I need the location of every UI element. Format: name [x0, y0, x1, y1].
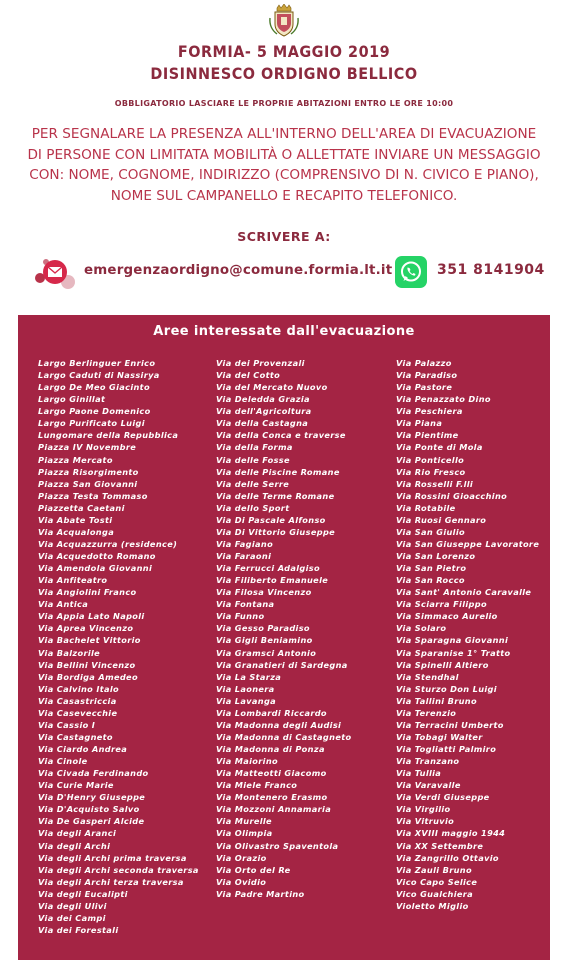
- street-list-item: Piazza Testa Tommaso: [38, 490, 148, 501]
- street-list-item: Piazza Mercato: [38, 454, 113, 465]
- street-list-item: Via Paradiso: [396, 370, 458, 381]
- street-list-item: Largo De Meo Giacinto: [38, 382, 150, 393]
- street-list-item: Via degli Archi: [38, 840, 111, 851]
- street-list-item: Via Appia Lato Napoli: [38, 611, 145, 622]
- street-list-item: Via Palazzo: [396, 358, 452, 368]
- street-list-item: Via Abate Tosti: [38, 514, 113, 525]
- street-list-item: Via Zauli Bruno: [396, 864, 472, 875]
- street-list-item: Via Laonera: [216, 683, 275, 694]
- street-list-item: Via degli Ulivi: [38, 900, 107, 911]
- street-list-item: Via Gesso Paradiso: [216, 623, 310, 634]
- street-list-item: Via XX Settembre: [396, 840, 484, 851]
- street-list-item: Vico Gualchiera: [396, 888, 474, 899]
- street-list-item: Via Rio Fresco: [396, 466, 466, 477]
- street-list-item: Via Ciardo Andrea: [38, 744, 128, 754]
- street-list-item: Via De Gasperi Alcide: [38, 816, 145, 827]
- street-list-item: Via delle Serre: [216, 478, 290, 489]
- street-list-item: Via Civada Ferdinando: [38, 768, 149, 779]
- street-list-item: Lungomare della Repubblica: [38, 430, 179, 441]
- street-list-item: Via della Castagna: [216, 418, 309, 429]
- street-list-item: Via Tullia: [396, 768, 442, 779]
- evacuation-notice: OBBLIGATORIO LASCIARE LE PROPRIE ABITAZIONI ENTRO LE ORE 10:00: [114, 99, 454, 108]
- street-list-item: Via Maiorino: [216, 756, 278, 767]
- street-list-item: Via La Starza: [216, 671, 282, 682]
- street-list-item: Via della Forma: [216, 442, 293, 453]
- street-list-item: Via Madonna di Ponza: [216, 744, 325, 754]
- street-list-item: Via dei Forestali: [38, 924, 119, 935]
- street-list-item: Via Di Pascale Alfonso: [216, 514, 326, 525]
- message-line: PER SEGNALARE LA PRESENZA ALL'INTERNO DELL'AREA DI EVACUAZIONE: [31, 126, 537, 142]
- street-list-item: Via Padre Martino: [216, 888, 305, 899]
- city-crest-logo: [268, 4, 300, 38]
- street-list-item: Via Cinole: [38, 756, 88, 767]
- street-list-item: Via delle Piscine Romane: [216, 466, 340, 477]
- street-list-item: Via Madonna di Castagneto: [216, 731, 352, 742]
- street-list-item: Via Terracini Umberto: [396, 719, 504, 730]
- street-list-item: Via Acquedotto Romano: [38, 551, 156, 561]
- street-list-item: Via Filiberto Emanuele: [216, 575, 329, 586]
- street-list-item: Via Lombardi Riccardo: [216, 707, 327, 718]
- street-list-item: Via Sant' Antonio Caravalle: [396, 587, 532, 598]
- street-list-item: Via degli Eucalipti: [38, 888, 128, 899]
- street-list-item: Via Zangrillo Ottavio: [396, 852, 499, 863]
- street-list-item: Via Sciarra Filippo: [396, 599, 487, 610]
- street-list-item: Via Gigli Beniamino: [216, 635, 313, 646]
- street-list-item: Via D'Acquisto Salvo: [38, 804, 140, 815]
- street-list-item: Via Spinelli Altiero: [396, 659, 489, 670]
- street-list-item: Via D'Henry Giuseppe: [38, 792, 146, 803]
- street-list-item: Via Rossini Gioacchino: [396, 490, 508, 501]
- street-list-item: Via Amendola Giovanni: [38, 563, 153, 574]
- street-list-item: Via Verdi Giuseppe: [396, 792, 490, 803]
- street-list-item: Via Rosselli F.lli: [396, 478, 474, 489]
- street-list-item: Via Tranzano: [396, 756, 460, 767]
- street-list-item: Via Ponte di Mola: [396, 442, 483, 453]
- street-list-item: Via Ferrucci Adalgiso: [216, 563, 320, 574]
- street-list-item: Via Funno: [216, 611, 265, 622]
- street-list-item: Via Sturzo Don Luigi: [396, 683, 497, 694]
- street-list-item: Via Balzorile: [38, 647, 101, 658]
- street-list-item: Piazza IV Novembre: [38, 442, 137, 453]
- street-list-item: Via San Rocco: [396, 575, 465, 586]
- street-list-item: Via Togliatti Palmiro: [396, 744, 497, 754]
- street-list-item: Via Pientime: [396, 430, 459, 441]
- street-list-item: Via Ruosi Gennaro: [396, 514, 487, 525]
- street-list-item: Via Angiolini Franco: [38, 587, 137, 598]
- street-list-item: Via Varavalle: [396, 780, 461, 791]
- street-list-item: Via Antica: [38, 599, 89, 610]
- street-list-item: Largo Purificato Luigi: [38, 418, 145, 429]
- message-line: NOME SUL CAMPANELLO E RECAPITO TELEFONICO.: [110, 187, 458, 204]
- street-list-item: Via Terenzio: [396, 707, 457, 718]
- street-list-item: Via Bordiga Amedeo: [38, 671, 138, 682]
- street-list-item: Piazza Risorgimento: [38, 466, 139, 477]
- street-list-column-3: [396, 357, 539, 912]
- street-list-item: Violetto Miglio: [396, 900, 469, 911]
- street-list-item: Piazzetta Caetani: [38, 502, 125, 513]
- street-list-item: Via delle Fosse: [216, 454, 290, 465]
- street-list-item: Via del Mercato Nuovo: [216, 382, 328, 393]
- page-title-subject: DISINNESCO ORDIGNO BELLICO: [150, 64, 418, 83]
- evacuation-areas-panel: [18, 315, 550, 960]
- street-list-item: Via Orazio: [216, 852, 267, 863]
- street-list-item: Via San Giulio: [396, 526, 465, 537]
- street-list-item: Via Lavanga: [216, 695, 277, 706]
- street-list-item: Via degli Archi seconda traversa: [38, 864, 199, 875]
- street-list-item: Via Peschiera: [396, 406, 463, 417]
- street-list-item: Via San Lorenzo: [396, 551, 476, 561]
- street-list-item: Via Bellini Vincenzo: [38, 659, 136, 670]
- street-list-item: Via Aprea Vincenzo: [38, 623, 134, 634]
- street-list-item: Via Pastore: [396, 382, 453, 393]
- street-list-item: Via Ovidio: [216, 876, 267, 887]
- street-list-column-1: [38, 357, 199, 936]
- street-list-item: Via Cassio I: [38, 719, 96, 730]
- street-list-item: Piazza San Giovanni: [38, 478, 138, 489]
- instructions-message: [14, 124, 554, 206]
- street-list-item: Via dei Campi: [38, 912, 106, 923]
- street-list-item: Via Olimpia: [216, 828, 273, 839]
- street-list-item: Via dell'Agricoltura: [216, 406, 312, 417]
- street-list-item: Via dei Provenzali: [216, 358, 305, 368]
- street-list-item: Via Stendhal: [396, 671, 459, 682]
- street-list-item: Via degli Archi terza traversa: [38, 876, 184, 887]
- street-list-item: Via Filosa Vincenzo: [216, 587, 312, 598]
- street-list-item: Via Mozzoni Annamaria: [216, 804, 332, 815]
- street-list-item: Via degli Aranci: [38, 828, 117, 839]
- street-list-item: Largo Ginillat: [38, 394, 106, 405]
- street-list-item: Via Calvino Italo: [38, 683, 120, 694]
- phone-number-link[interactable]: 351 8141904: [437, 262, 545, 278]
- page-title-date: FORMIA- 5 MAGGIO 2019: [177, 42, 391, 61]
- street-list-item: Via Sparanise 1° Tratto: [396, 647, 511, 658]
- street-list-item: Largo Paone Domenico: [38, 406, 151, 417]
- street-list-item: Via Madonna degli Audisi: [216, 719, 342, 730]
- street-list-item: Via Montenero Erasmo: [216, 792, 328, 803]
- mail-envelope-icon: [34, 254, 76, 290]
- street-list-item: Via Virgilio: [396, 804, 451, 815]
- street-list-item: Via Penazzato Dino: [396, 394, 491, 405]
- street-list-item: Via Tallini Bruno: [396, 695, 477, 706]
- street-list-item: Via Fontana: [216, 599, 275, 610]
- street-list-item: Via Bachelet Vittorio: [38, 635, 141, 646]
- street-list-item: Via Acquazzurra (residence): [38, 538, 178, 549]
- panel-title: Aree interessate dall'evacuazione: [153, 324, 415, 339]
- write-to-label: SCRIVERE A:: [237, 229, 331, 244]
- street-list-item: Via Faraoni: [216, 551, 272, 561]
- street-list-item: Via San Pietro: [396, 563, 467, 574]
- street-list-item: Largo Caduti di Nassirya: [38, 370, 160, 381]
- street-list-column-2: [216, 357, 351, 900]
- street-list-item: Via Casevecchie: [38, 707, 118, 718]
- street-list-item: Via Ponticello: [396, 454, 465, 465]
- street-list-item: Via Casastriccia: [38, 695, 117, 706]
- street-list-item: Via Piana: [396, 418, 443, 429]
- street-list-item: Via Solaro: [396, 623, 447, 634]
- street-list-item: Via Orto del Re: [216, 864, 291, 875]
- street-list-item: Via Sparagna Giovanni: [396, 635, 509, 646]
- street-list-item: Via Gramsci Antonio: [216, 647, 317, 658]
- message-line: CON: NOME, COGNOME, INDIRIZZO (COMPRENSIVO DI N. CIVICO E PIANO),: [29, 167, 539, 183]
- street-list-item: Largo Berlinguer Enrico: [38, 358, 156, 368]
- street-list-item: Via Tobagi Walter: [396, 731, 483, 742]
- street-list-item: Via dello Sport: [216, 502, 290, 513]
- street-list-item: Via Miele Franco: [216, 780, 298, 791]
- street-list-item: Via Simmaco Aurelio: [396, 611, 498, 622]
- street-list-item: Via XVIII maggio 1944: [396, 828, 506, 839]
- street-list-item: Via degli Archi prima traversa: [38, 852, 187, 863]
- street-list-item: Via delle Terme Romane: [216, 490, 335, 501]
- street-list-item: Via Acqualonga: [38, 526, 115, 537]
- street-list-item: Via Fagiano: [216, 538, 274, 549]
- street-list-item: Via Deledda Grazia: [216, 394, 310, 405]
- street-list-item: Via Matteotti Giacomo: [216, 768, 327, 779]
- street-list-item: Via Vitruvio: [396, 816, 455, 827]
- street-list-item: Vico Capo Selice: [396, 876, 478, 887]
- street-list-item: Via Rotabile: [396, 502, 456, 513]
- email-link[interactable]: emergenzaordigno@comune.formia.lt.it: [84, 263, 393, 278]
- street-list-item: Via Castagneto: [38, 731, 113, 742]
- street-list-item: Via San Giuseppe Lavoratore: [396, 538, 540, 549]
- street-list-item: Via Anfiteatro: [38, 575, 108, 586]
- street-list-item: Via Curie Marie: [38, 780, 114, 791]
- street-list-item: Via Di Vittorio Giuseppe: [216, 526, 336, 537]
- whatsapp-icon: [395, 256, 427, 288]
- street-list-item: Via della Conca e traverse: [216, 430, 346, 441]
- street-list-item: Via Granatieri di Sardegna: [216, 659, 348, 670]
- message-line: DI PERSONE CON LIMITATA MOBILITÀ O ALLETTATE INVIARE UN MESSAGGIO: [27, 146, 541, 163]
- street-list-item: Via Olivastro Spaventola: [216, 840, 339, 851]
- street-list-item: Via Murelle: [216, 816, 272, 827]
- street-list-item: Via del Cotto: [216, 370, 281, 381]
